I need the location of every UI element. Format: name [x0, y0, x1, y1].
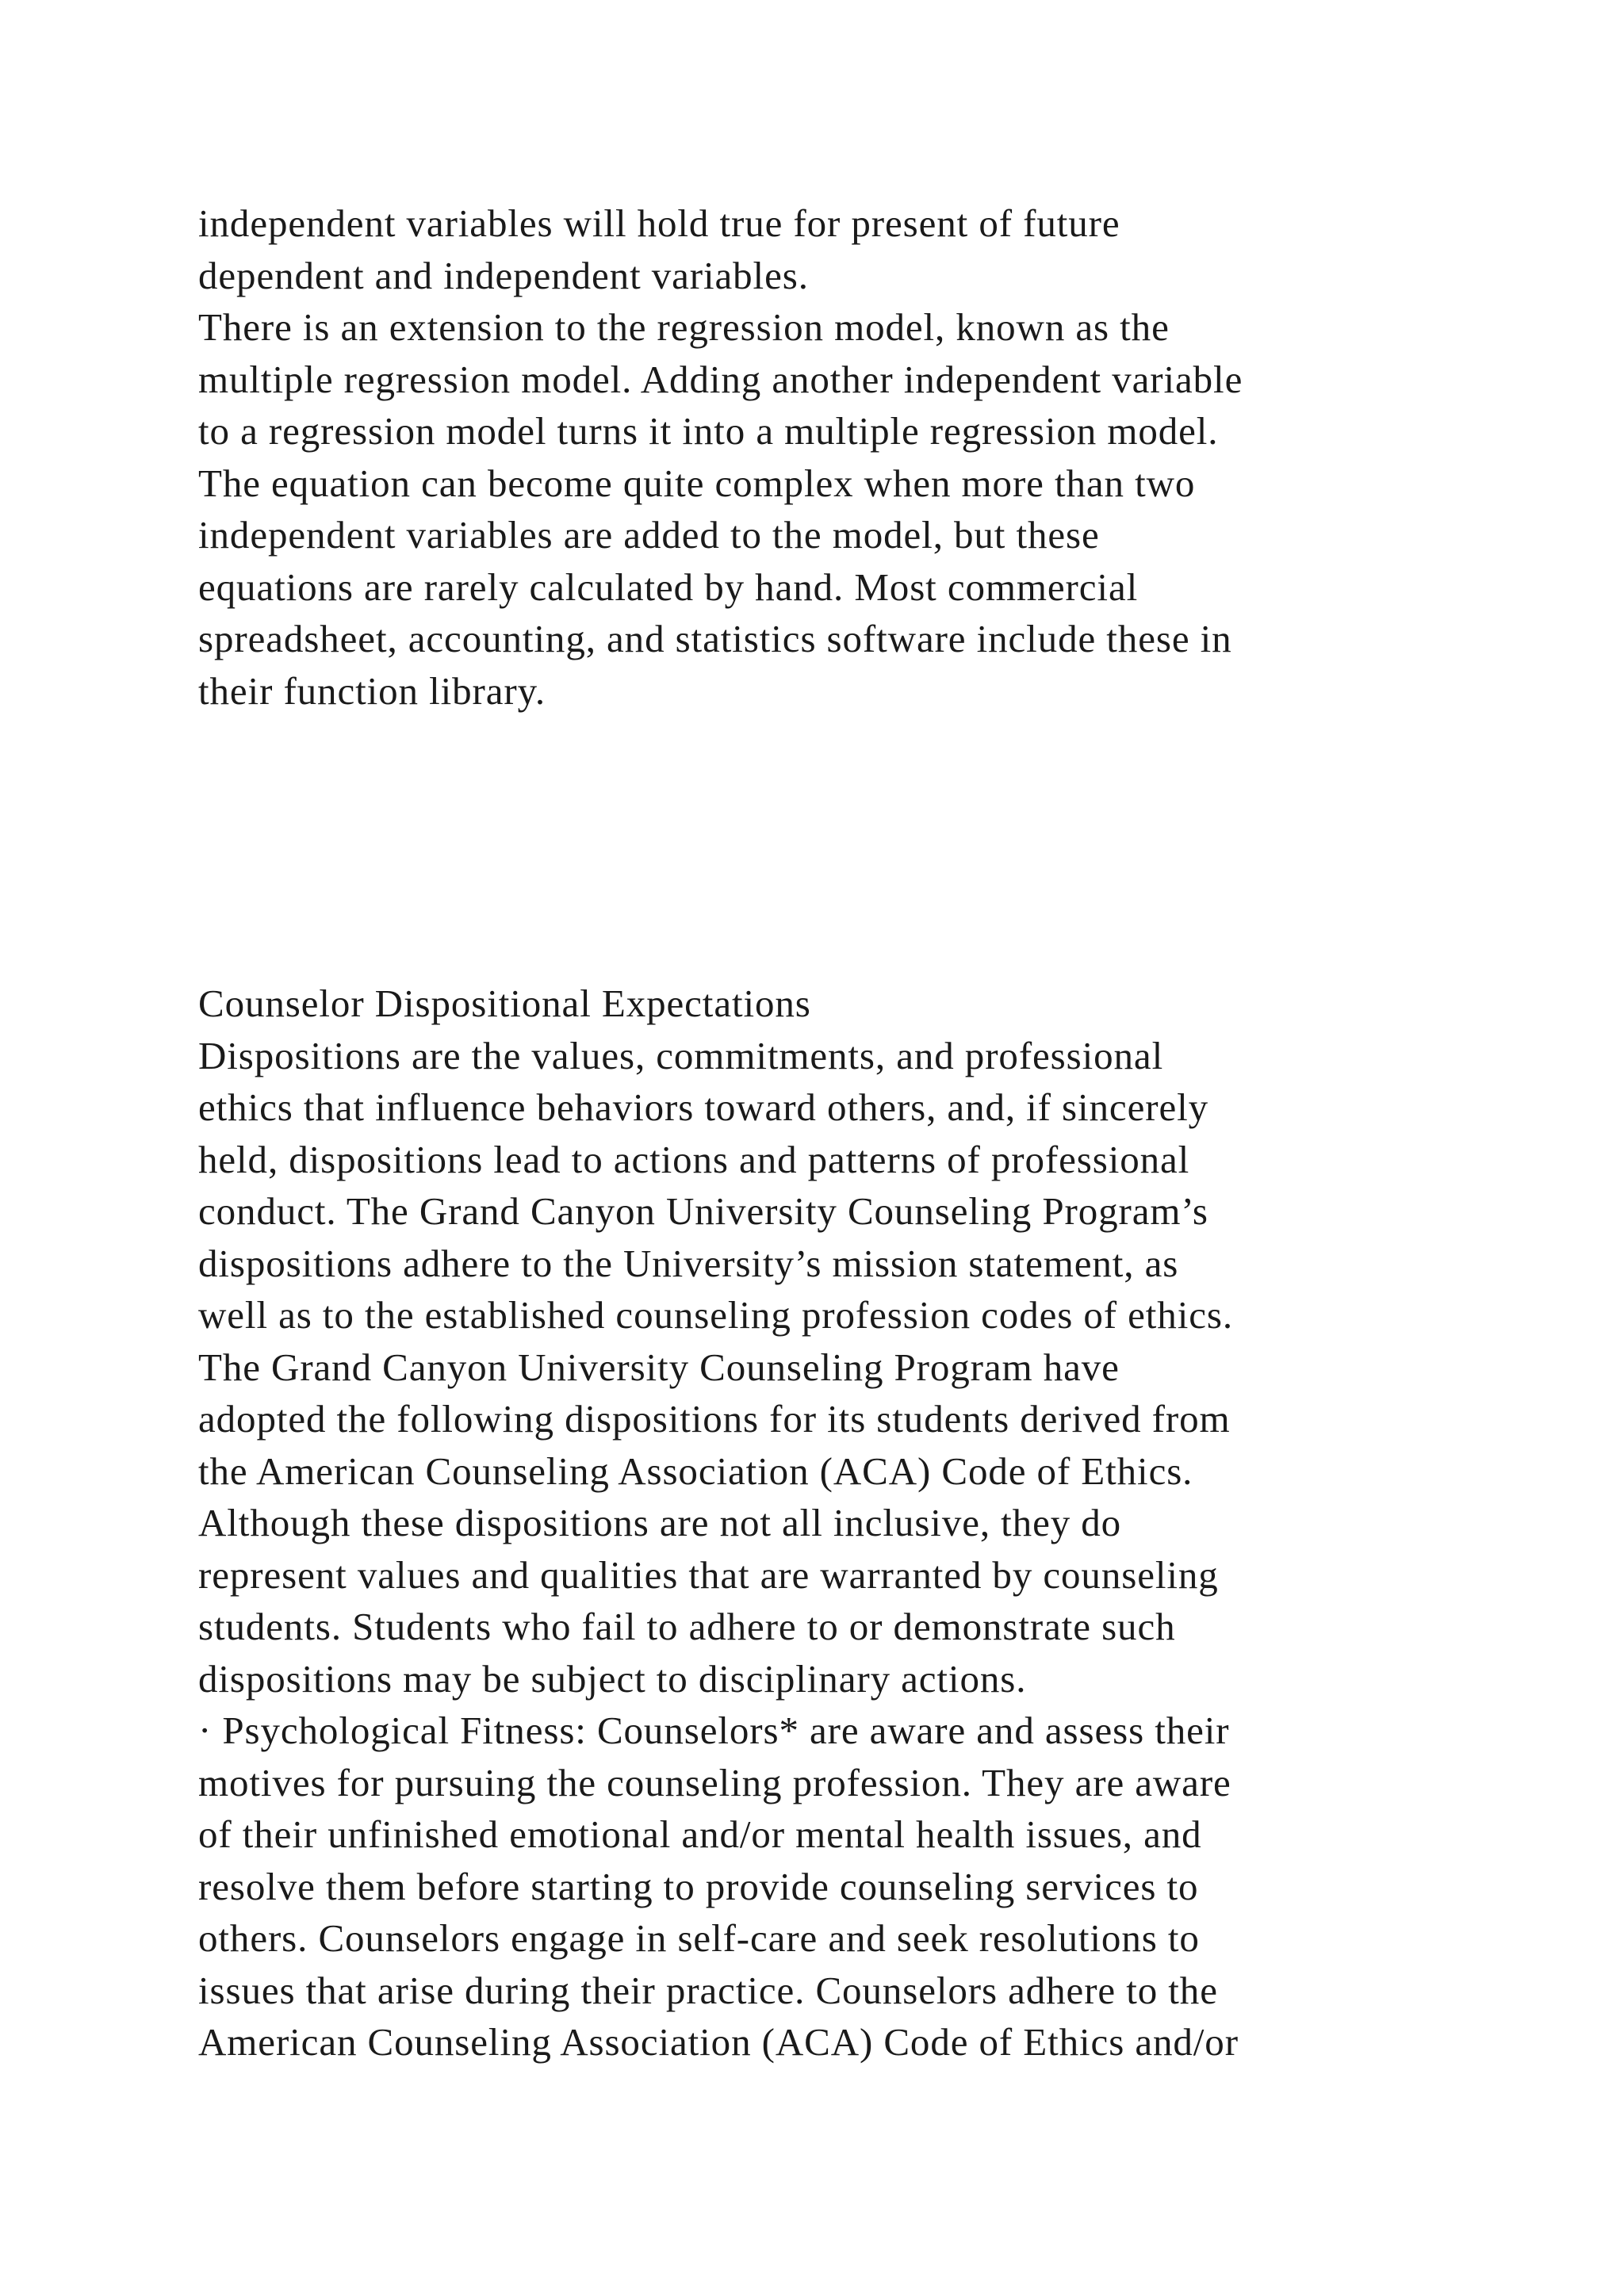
text-line: dispositions adhere to the University’s mission statement, as: [198, 1241, 1179, 1285]
text-line: dependent and independent variables.: [198, 253, 809, 297]
text-line: students. Students who fail to adhere to or demonstrate such: [198, 1605, 1176, 1648]
text-block-dispositions: [198, 978, 1515, 2068]
text-line: represent values and qualities that are warranted by counseling: [198, 1552, 1219, 1597]
text-line: issues that arise during their practice. Counselors adhere to the: [198, 1968, 1218, 2012]
text-line: to a regression model turns it into a multiple regression model.: [198, 409, 1219, 453]
text-line: The equation can become quite complex when more than two: [198, 461, 1196, 505]
text-line: others. Counselors engage in self-care and seek resolutions to: [198, 1916, 1200, 1960]
text-line: dispositions may be subject to disciplinary actions.: [198, 1656, 1027, 1701]
text-line: resolve them before starting to provide counseling services to: [198, 1864, 1199, 1908]
section-heading: Counselor Dispositional Expectations: [198, 982, 811, 1025]
text-line: There is an extension to the regression model, known as the: [198, 305, 1170, 349]
text-line: well as to the established counseling profession codes of ethics.: [198, 1293, 1233, 1337]
text-line: the American Counseling Association (ACA) Code of Ethics.: [198, 1448, 1193, 1493]
text-line: equations are rarely calculated by hand. Most commercial: [198, 564, 1139, 609]
text-line: their function library.: [198, 668, 546, 713]
text-line: conduct. The Grand Canyon University Counseling Program’s: [198, 1189, 1208, 1233]
text-line: motives for pursuing the counseling profession. They are aware: [198, 1760, 1231, 1804]
text-block-regression: [198, 197, 1515, 717]
text-line: independent variables will hold true for present of future: [198, 201, 1120, 245]
bullet-line: · Psychological Fitness: Counselors* are aware and assess their: [198, 1709, 1230, 1752]
text-line: The Grand Canyon University Counseling Program have: [198, 1345, 1120, 1389]
text-line: of their unfinished emotional and/or mental health issues, and: [198, 1812, 1202, 1856]
text-line: American Counseling Association (ACA) Code of Ethics and/or: [198, 2020, 1239, 2064]
text-line: ethics that influence behaviors toward others, and, if sincerely: [198, 1085, 1209, 1129]
text-line: Dispositions are the values, commitments, and professional: [198, 1033, 1164, 1077]
text-line: multiple regression model. Adding another independent variable: [198, 357, 1243, 401]
text-line: Although these dispositions are not all inclusive, they do: [198, 1501, 1122, 1544]
text-line: spreadsheet, accounting, and statistics software include these in: [198, 617, 1232, 660]
text-line: adopted the following dispositions for its students derived from: [198, 1397, 1231, 1441]
text-line: independent variables are added to the model, but these: [198, 513, 1100, 557]
text-line: held, dispositions lead to actions and patterns of professional: [198, 1137, 1190, 1181]
